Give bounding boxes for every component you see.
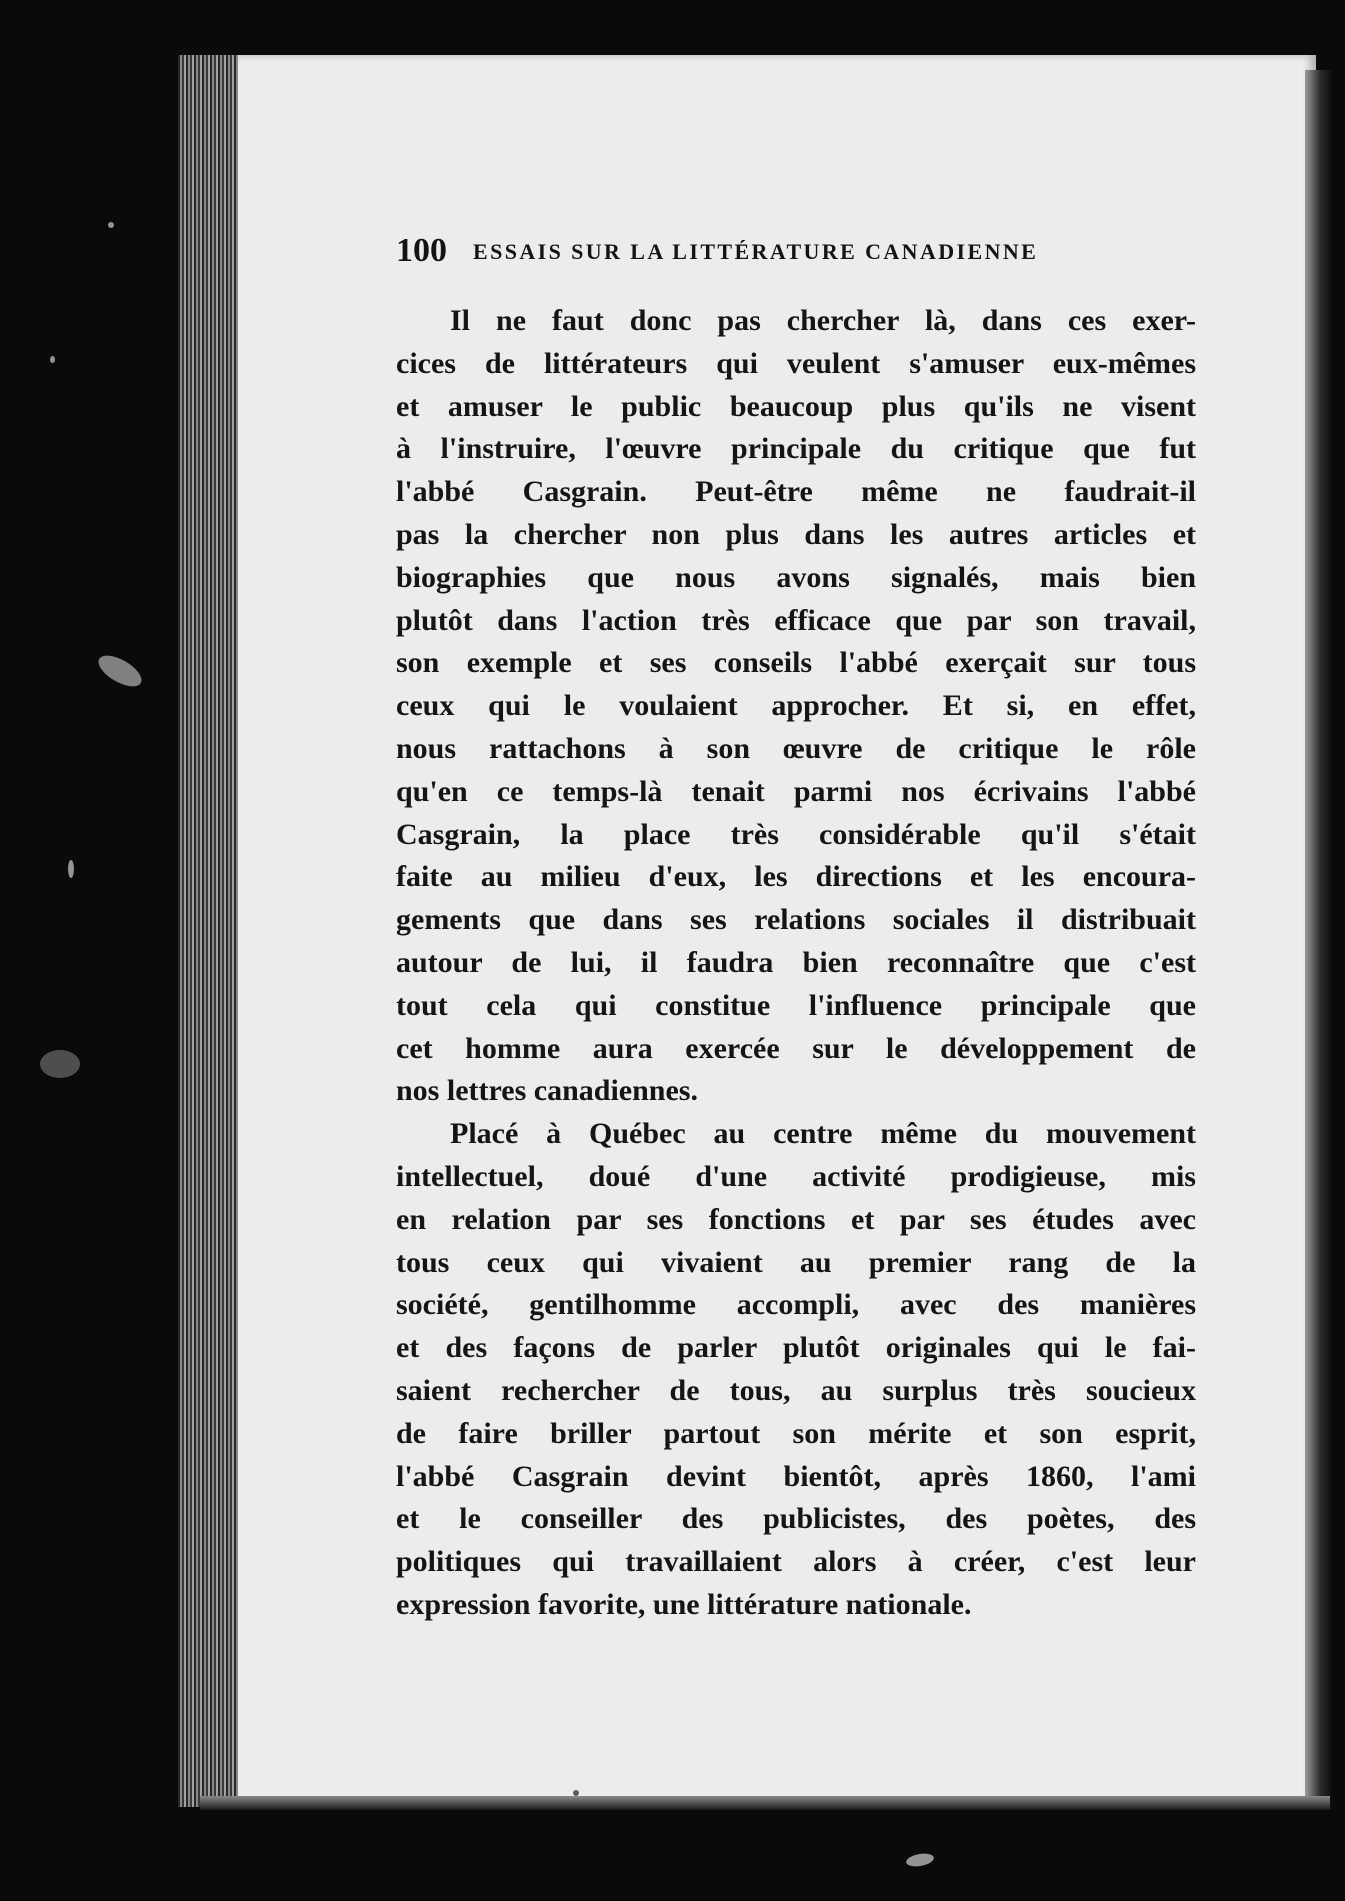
text-line: ceux qui le voulaient approcher. Et si, en effet, (396, 689, 1196, 723)
text-line: intellectuel, doué d'une activité prodigieuse, mis (396, 1159, 1196, 1193)
text-line: nos lettres canadiennes. (396, 1074, 698, 1108)
text-line: de faire briller partout son mérite et son esprit, (396, 1416, 1196, 1450)
text-line: société, gentilhomme accompli, avec des manières (396, 1288, 1196, 1322)
text-line: Il ne faut donc pas chercher là, dans ces exer- (450, 304, 1196, 337)
margin-speck (68, 860, 74, 878)
text-line: plutôt dans l'action très efficace que par son travail, (396, 603, 1196, 637)
text-line: gements que dans ses relations sociales il distribuait (396, 903, 1196, 937)
text-line: faite au milieu d'eux, les directions et les encoura- (396, 860, 1196, 894)
binding-edge (1305, 70, 1333, 1810)
margin-speck (905, 1852, 935, 1869)
text-line: biographies que nous avons signalés, mais bien (396, 560, 1196, 594)
text-line: Placé à Québec au centre même du mouvement (450, 1117, 1196, 1151)
paragraph (396, 1113, 1196, 1627)
text-line: autour de lui, il faudra bien reconnaître que c'est (396, 945, 1196, 979)
page-edges (178, 55, 240, 1807)
text-line: et le conseiller des publicistes, des poètes, des (396, 1502, 1196, 1536)
running-header (396, 232, 1196, 276)
text-line: expression favorite, une littérature nationale. (396, 1587, 972, 1621)
text-line: l'abbé Casgrain devint bientôt, après 1860, l'ami (396, 1459, 1196, 1493)
text-line: à l'instruire, l'œuvre principale du critique que fut (396, 432, 1196, 466)
text-line: l'abbé Casgrain. Peut-être même ne faudrait-il (396, 475, 1196, 509)
text-line: qu'en ce temps-là tenait parmi nos écrivains l'abbé (396, 774, 1196, 808)
page-bottom-edge (200, 1796, 1330, 1810)
margin-speck (108, 222, 114, 228)
text-line: et amuser le public beaucoup plus qu'ils ne visent (396, 389, 1196, 423)
text-line: tout cela qui constitue l'influence principale que (396, 988, 1196, 1022)
text-line: pas la chercher non plus dans les autres articles et (396, 517, 1196, 551)
text-line: en relation par ses fonctions et par ses études avec (396, 1202, 1196, 1236)
text-line: tous ceux qui vivaient au premier rang de la (396, 1245, 1196, 1279)
running-title: ESSAIS SUR LA LITTÉRATURE CANADIENNE (473, 239, 1039, 264)
text-line: nous rattachons à son œuvre de critique le rôle (396, 731, 1196, 765)
text-line: Casgrain, la place très considérable qu'il s'était (396, 817, 1196, 851)
text-line: politiques qui travaillaient alors à créer, c'est leur (396, 1545, 1196, 1579)
text-line: son exemple et ses conseils l'abbé exerçait sur tous (396, 646, 1196, 680)
page-number: 100 (396, 232, 447, 269)
margin-speck (50, 356, 55, 363)
margin-speck (573, 1790, 579, 1796)
margin-speck (94, 649, 147, 692)
text-line: et des façons de parler plutôt originales qui le fai- (396, 1331, 1196, 1365)
text-line: cices de littérateurs qui veulent s'amuser eux-mêmes (396, 346, 1196, 380)
text-line: cet homme aura exercée sur le développement de (396, 1031, 1196, 1065)
margin-speck (40, 1050, 80, 1078)
body-text (396, 300, 1196, 1627)
text-line: saient rechercher de tous, au surplus très soucieux (396, 1373, 1196, 1407)
paragraph (396, 300, 1196, 1113)
